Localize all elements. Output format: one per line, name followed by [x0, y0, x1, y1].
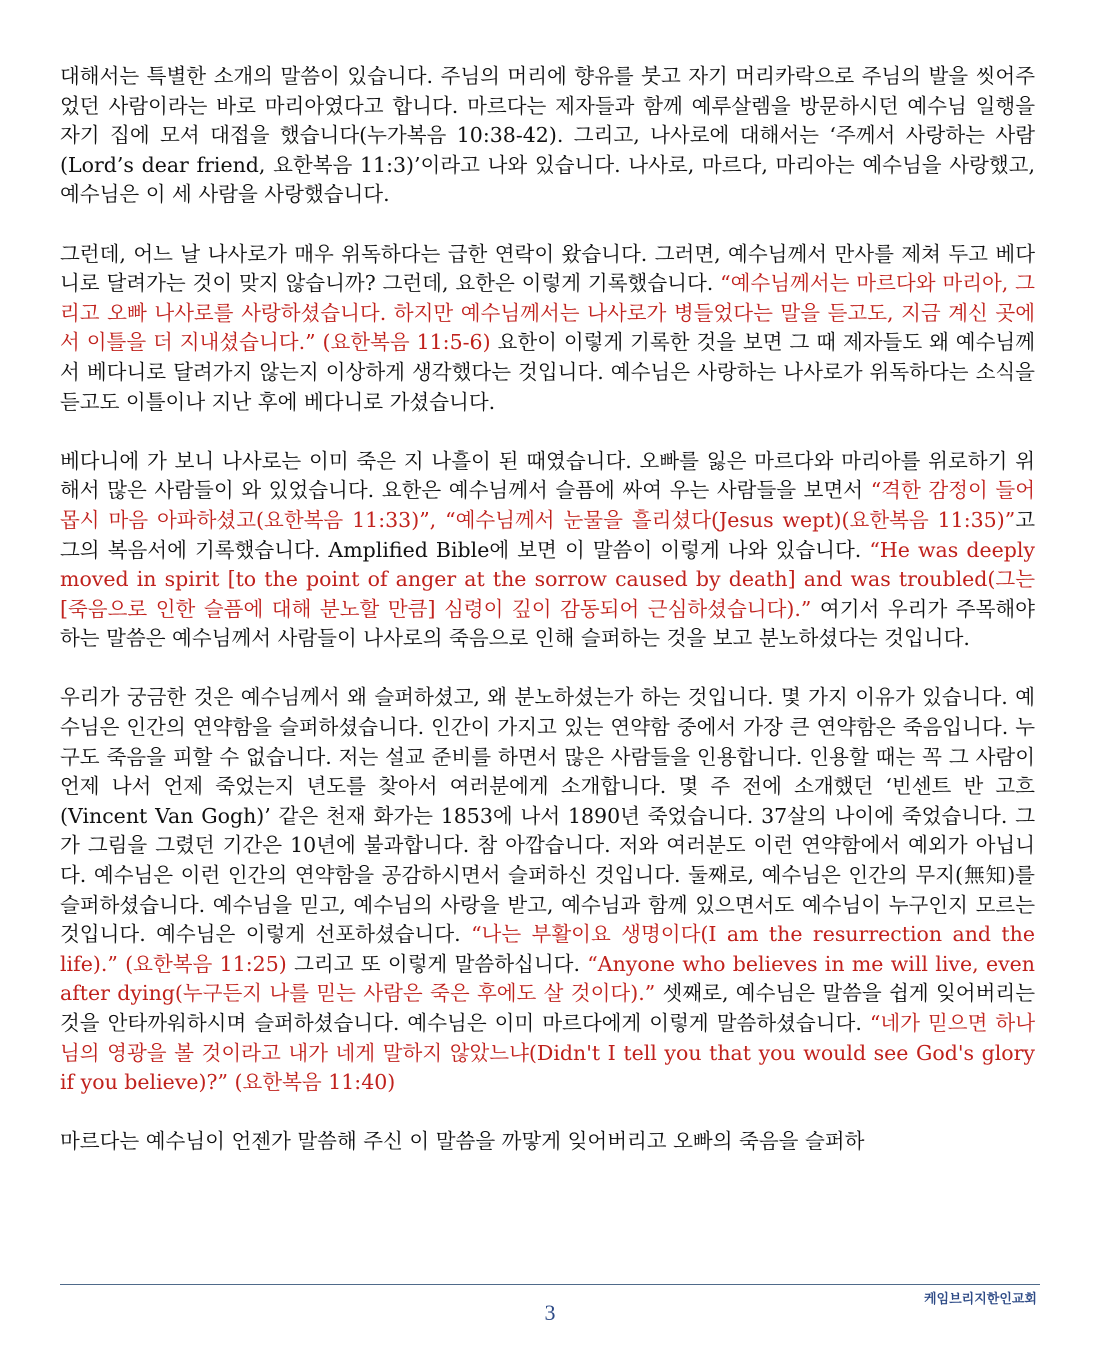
body-text: 여기서 우리가 주목해야 하는 말씀은 예수님께서 사람들이 나사로의 죽음으로 인해 슬퍼하는 것을 보고 분노하셨다는 것입니다.	[60, 596, 1035, 651]
body-text: 그런데, 어느 날 나사로가 매우 위독하다는 급한 연락이 왔습니다. 그러면, 예수님께서 만사를 제쳐 두고 베다니로 달려가는 것이 맞지 않습니까? 그런데, 요한은 이렇게 기록했습니다.	[60, 241, 1035, 296]
scripture-quote: “격한 감정이 들어 몹시 마음 아파하셨고(요한복음 11:33)”, “예수님께서 눈물을 흘리셨다(Jesus wept)(요한복음 11:35)”	[60, 478, 1035, 532]
body-text: 베다니에 가 보니 나사로는 이미 죽은 지 나흘이 된 때였습니다. 오빠를 잃은 마르다와 마리아를 위로하기 위해서 많은 사람들이 와 있었습니다. 요한은 예수님께서 슬픔에 싸여 우는 사람들을 보면서	[60, 448, 1035, 503]
paragraph	[60, 240, 1035, 418]
paragraph	[60, 447, 1035, 654]
scripture-quote: “네가 믿으면 하나님의 영광을 볼 것이라고 내가 네게 말하지 않았느냐(Didn't I tell you that you would see God's glory if you believe)?” (요한복음 11:40)	[60, 1011, 1036, 1095]
body-text: 우리가 궁금한 것은 예수님께서 왜 슬퍼하셨고, 왜 분노하셨는가 하는 것입니다. 몇 가지 이유가 있습니다. 예수님은 인간의 연약함을 슬퍼하셨습니다. 인간이 가지고 있는 연약함 중에서 가장 큰 연약함은 죽음입니다. 누구도 죽음을 피할 수 없습니다. 저는 설교 준비를 하면서 많은 사람들을 인용합니다. 인용할 때는 꼭 그 사람이 언제 나서 언제 죽었는지 년도를 찾아서 여러분에게 소개합니다. 몇 주 전에 소개했던 ‘빈센트 반 고흐(Vincent Van Gogh)’ 같은 천재 화가는 1853에 나서 1890년 죽었습니다. 37살의 나이에 죽었습니다. 그가 그림을 그렸던 기간은 10년에 불과합니다. 참 아깝습니다. 저와 여러분도 이런 연약함에서 예외가 아닙니다. 예수님은 이런 인간의 연약함을 공감하시면서 슬퍼하신 것입니다. 둘째로, 예수님은 인간의 무지(無知)를 슬퍼하셨습니다. 예수님을 믿고, 예수님의 사랑을 받고, 예수님과 함께 있으면서도 예수님이 누구인지 모르는 것입니다. 예수님은 이렇게 선포하셨습니다.	[60, 685, 1035, 947]
footer-divider	[60, 1284, 1040, 1285]
body-text: 요한이 이렇게 기록한 것을 보면 그 때 제자들도 왜 예수님께서 베다니로 달려가지 않는지 이상하게 생각했다는 것입니다. 예수님은 사랑하는 나사로가 위독하다는 소식을 듣고도 이틀이나 지난 후에 베다니로 가셨습니다.	[60, 330, 1036, 414]
body-text: 대해서는 특별한 소개의 말씀이 있습니다. 주님의 머리에 향유를 붓고 자기 머리카락으로 주님의 발을 씻어주었던 사람이라는 바로 마리아였다고 합니다. 마르다는 제자들과 함께 예루살렘을 방문하시던 예수님 일행을 자기 집에 모셔 대접을 했습니다(누가복음 10:38-42). 그리고, 나사로에 대해서는 ‘주께서 사랑하는 사람(Lord’s dear friend, 요한복음 11:3)’이라고 나와 있습니다. 나사로, 마르다, 마리아는 예수님을 사랑했고, 예수님은 이 세 사람을 사랑했습니다.	[60, 64, 1035, 207]
church-name: 케임브리지한인교회	[923, 1292, 1037, 1307]
scripture-quote: “Anyone who believes in me will live, even after dying(누구든지 나를 믿는 사람은 죽은 후에도 살 것이다).”	[60, 951, 1035, 1006]
scripture-quote: “예수님께서는 마르다와 마리아, 그리고 오빠 나사로를 사랑하셨습니다. 하지만 예수님께서는 나사로가 병들었다는 말을 듣고도, 지금 계신 곳에서 이틀을 더 지내셨습니다.” (요한복음 11:5-6)	[60, 271, 1035, 355]
body-text: 고 그의 복음서에 기록했습니다. Amplified Bible에 보면 이 말씀이 이렇게 나와 있습니다.	[60, 507, 1035, 562]
scripture-quote: “나는 부활이요 생명이다(I am the resurrection and the life).” (요한복음 11:25)	[60, 922, 1036, 976]
page-number: 3	[544, 1300, 556, 1325]
scripture-quote: “He was deeply moved in spirit [to the point of anger at the sorrow caused by death] and was troubled(그는 [죽음으로 인한 슬픔에 대해 분노할 만큼] 심령이 깊이 감동되어 근심하셨습니다).”	[60, 537, 1035, 621]
paragraph	[60, 62, 1035, 210]
paragraph	[60, 1127, 1035, 1157]
body-text: 마르다는 예수님이 언젠가 말씀해 주신 이 말씀을 까맣게 잊어버리고 오빠의 죽음을 슬퍼하	[60, 1129, 865, 1154]
paragraph	[60, 683, 1035, 1097]
document-body	[60, 62, 1035, 1187]
body-text: 셋째로, 예수님은 말씀을 쉽게 잊어버리는 것을 안타까워하시며 슬퍼하셨습니다. 예수님은 이미 마르다에게 이렇게 말씀하셨습니다.	[60, 981, 1036, 1035]
body-text: 그리고 또 이렇게 말씀하십니다.	[286, 951, 588, 976]
